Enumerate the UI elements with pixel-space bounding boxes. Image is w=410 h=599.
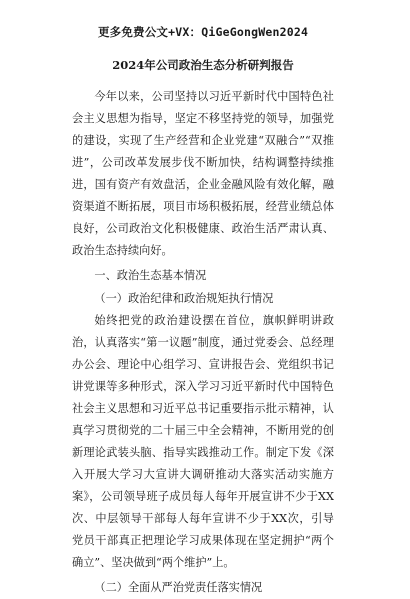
intro-paragraph: 今年以来，公司坚持以习近平新时代中国特色社会主义思想为指导，坚定不移坚持党的领导，加强党的建设，实现了生产经营和企业党建“双融合”“双推进”，公司改革发展步伐不断加快，结构调整持续推进，国有资产有效盘活，企业金融风险有效化解，融资渠道不断拓展，项目市场积极拓展，经营业绩总体良好，公司政治文化积极健康、政治生活严肃认真、政治生态持续向好。 [72, 90, 334, 257]
political-discipline-paragraph: 始终把党的政治建设摆在首位，旗帜鲜明讲政治，认真落实“第一议题”制度，通过党委会、总经理办公会、理论中心组学习、宣讲报告会、党组织书记讲党课等多种形式，深入学习习近平新时代中国特色社会主义思想和习近平总书记重要指示批示精神，认真学习贯彻党的二十届三中全会精神，不断用党的创新理论武装头脑、指导实践推动工作。制定下发《深入开展大学习大宣讲大调研推动大落实活动实施方案》，公司领导班子成员每人每年开展宣讲不少于XX次、中层领导干部每人每年宣讲不少于XX次，引导党员干部真正把理论学习成果体现在坚定拥护“两个确立”、坚决做到“两个维护”上。 [72, 314, 334, 569]
subsection-heading-party-responsibility: （二）全面从严治党责任落实情况 [94, 581, 263, 594]
section-heading-basic-situation: 一、政治生态基本情况 [94, 269, 207, 282]
promo-header-line: 更多免费公文+VX：QiGeGongWen2024 [97, 25, 309, 39]
document-title: 2024年公司政治生态分析研判报告 [112, 58, 294, 72]
subsection-heading-political-discipline: （一）政治纪律和政治规矩执行情况 [94, 292, 274, 305]
